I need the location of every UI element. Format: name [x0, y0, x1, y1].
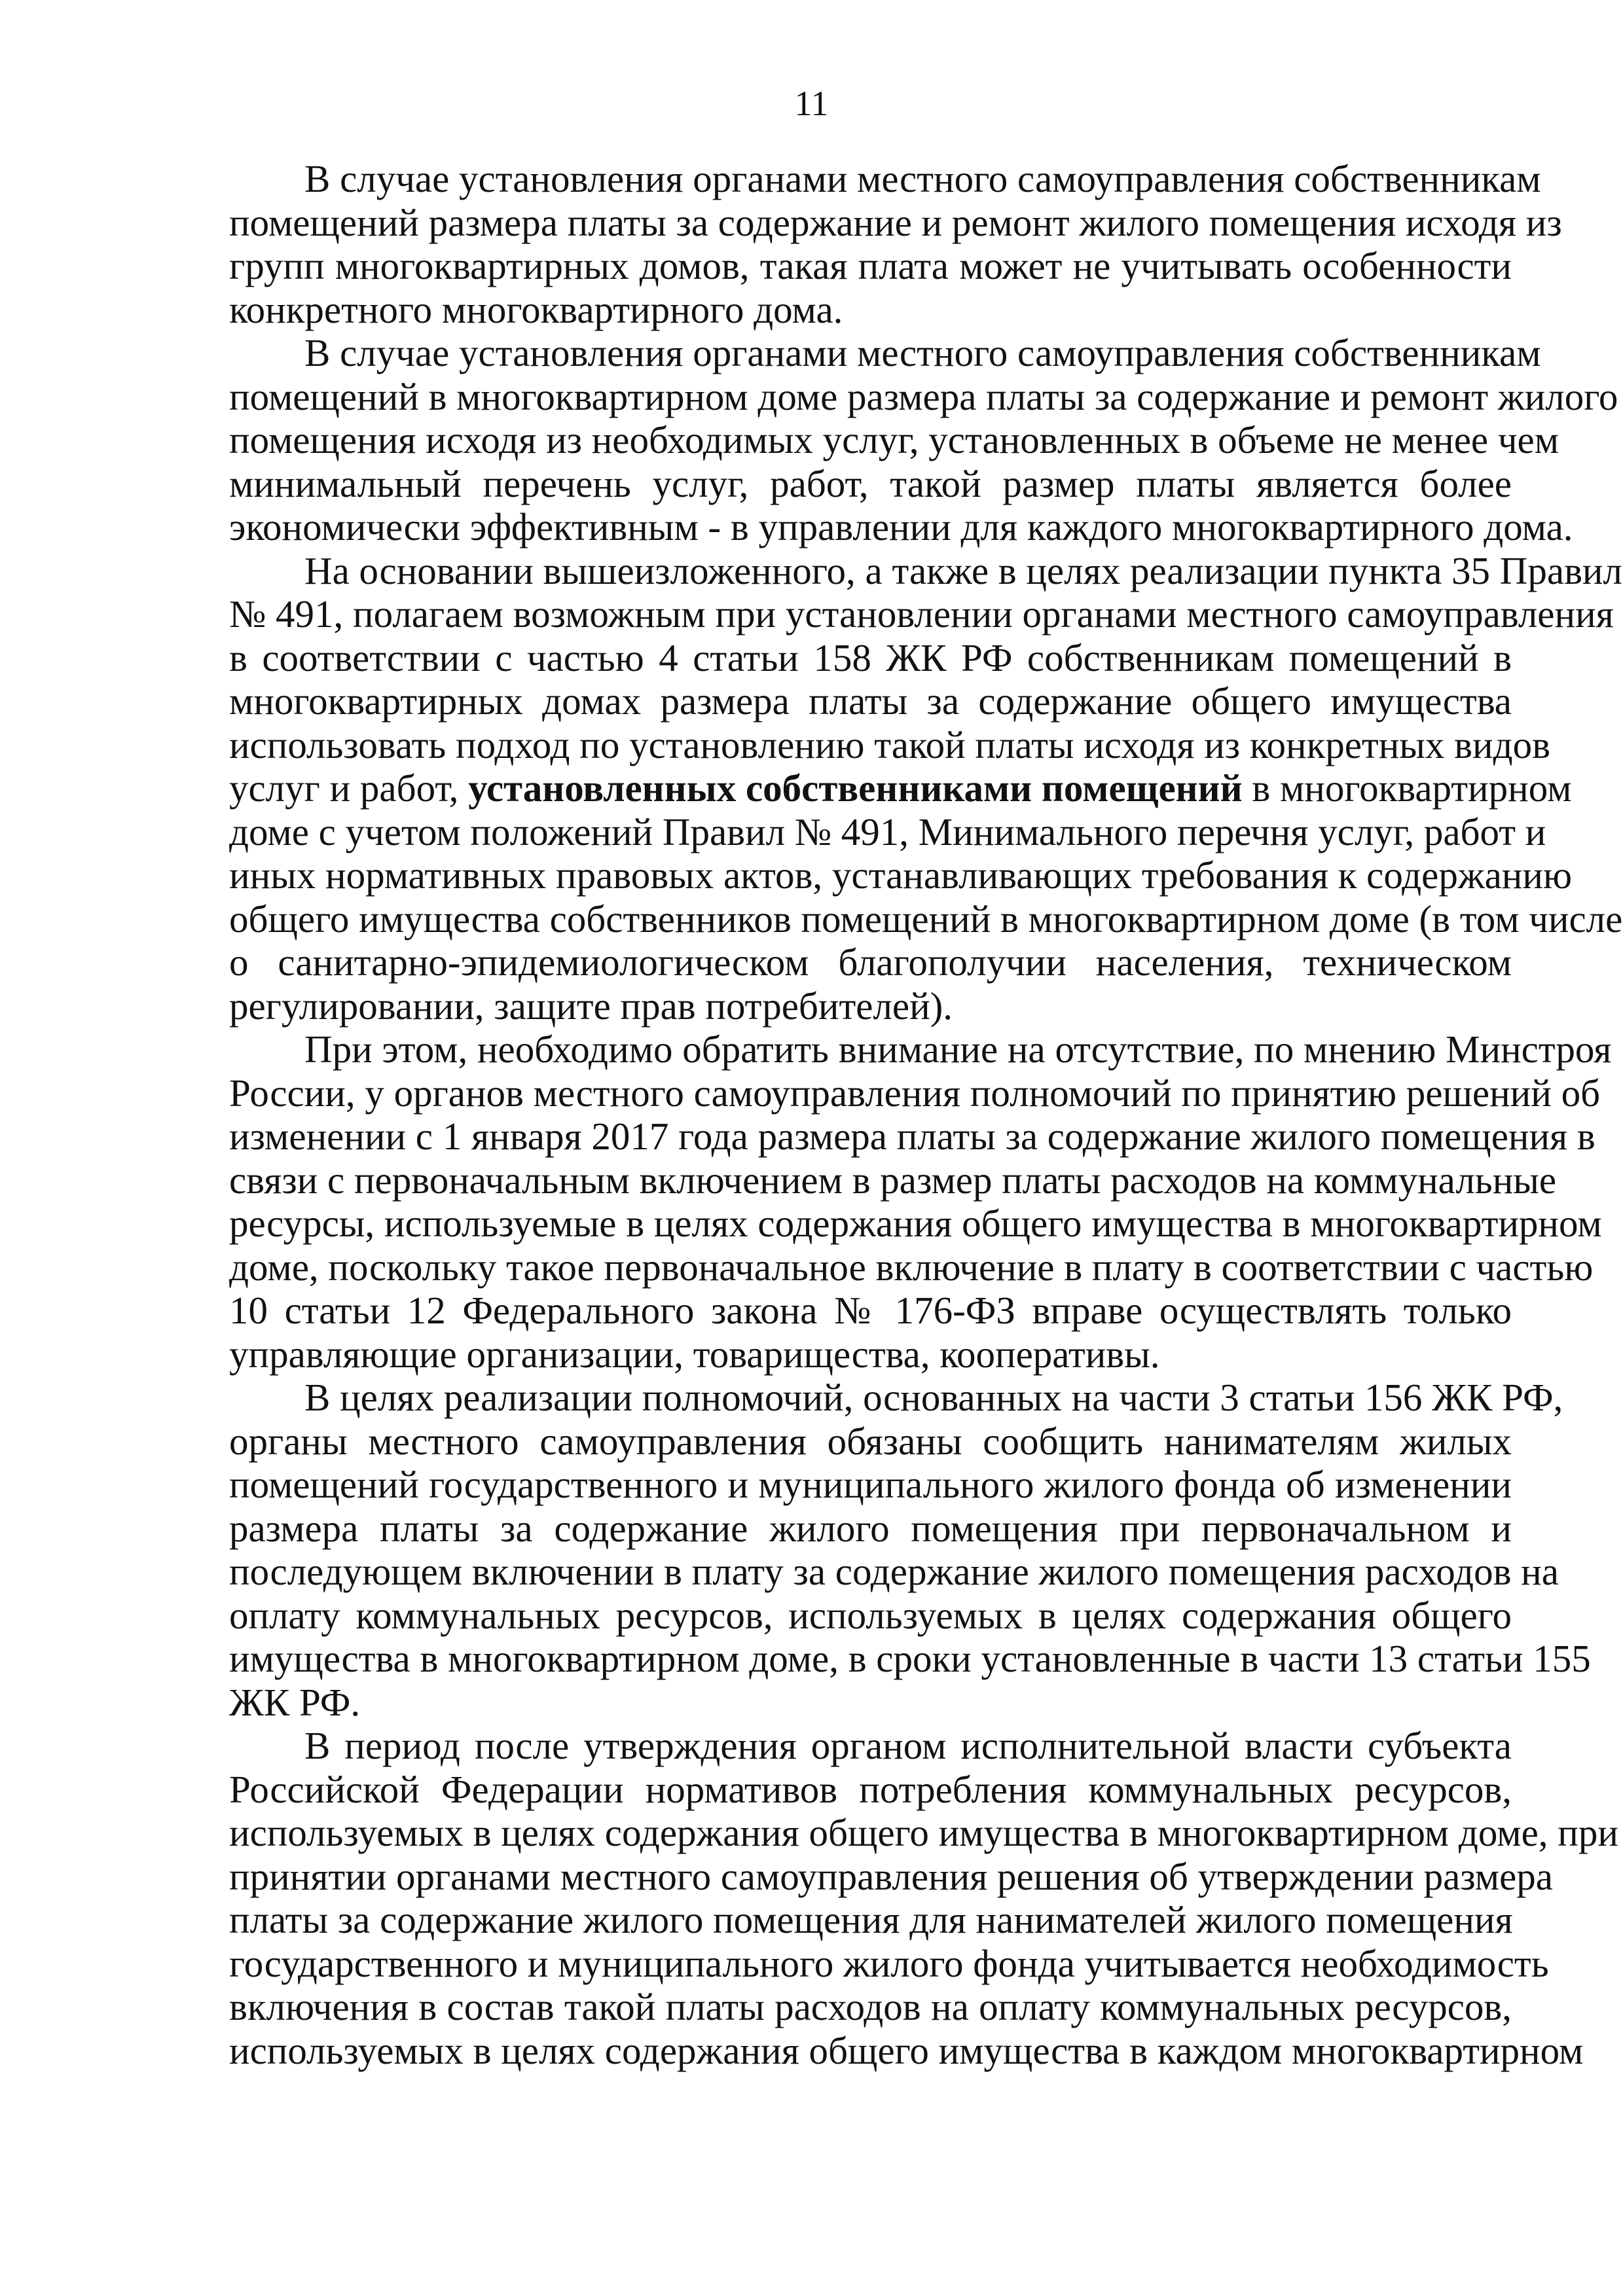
text-line: помещений размера платы за содержание и ремонт жилого помещения исходя из [229, 200, 1562, 244]
text-line: связи с первоначальным включением в размер платы расходов на коммунальные [229, 1158, 1557, 1202]
paragraph-4 [154, 1028, 1612, 1376]
text-line: В период после утверждения органом исполнительной власти субъекта [304, 1724, 1512, 1767]
text-line: последующем включении в плату за содержание жилого помещения расходов на [229, 1550, 1559, 1593]
text-line: государственного и муниципального жилого фонда учитывается необходимость [229, 1941, 1549, 1985]
paragraph-1 [154, 157, 1562, 331]
text-line: размера платы за содержание жилого помещения при первоначальном и [229, 1506, 1512, 1550]
text-line: России, у органов местного самоуправления полномочий по принятию решений об [229, 1071, 1601, 1115]
text-line: помещения исходя из необходимых услуг, установленных в объеме не менее чем [229, 418, 1559, 461]
text-line: доме с учетом положений Правил № 491, Минимального перечня услуг, работ и [229, 810, 1546, 853]
text-line: оплату коммунальных ресурсов, используемых в целях содержания общего [229, 1593, 1512, 1637]
text-line: Российской Федерации нормативов потребления коммунальных ресурсов, [229, 1767, 1512, 1811]
text-line: принятии органами местного самоуправления решения об утверждении размера [229, 1854, 1553, 1898]
text-line: В случае установления органами местного самоуправления собственникам [304, 157, 1541, 200]
text-line: органы местного самоуправления обязаны сообщить нанимателям жилых [229, 1419, 1512, 1463]
text-line: включения в состав такой платы расходов на оплату коммунальных ресурсов, [229, 1985, 1512, 2028]
text-line: регулировании, защите прав потребителей). [229, 984, 953, 1028]
text-line: многоквартирных домах размера платы за содержание общего имущества [229, 679, 1512, 723]
text-line: платы за содержание жилого помещения для нанимателей жилого помещения [229, 1898, 1513, 1941]
text-line: В целях реализации полномочий, основанных на части 3 статьи 156 ЖК РФ, [304, 1376, 1563, 1419]
text-line: помещений государственного и муниципального жилого фонда об изменении [229, 1463, 1512, 1506]
text-line: ЖК РФ. [229, 1680, 361, 1724]
text-line: При этом, необходимо обратить внимание на отсутствие, по мнению Минстроя [304, 1028, 1612, 1071]
text-line: в соответствии с частью 4 статьи 158 ЖК РФ собственникам помещений в [229, 636, 1512, 679]
text-line: использовать подход по установлению такой платы исходя из конкретных видов [229, 723, 1550, 766]
text-line: 10 статьи 12 Федерального закона № 176-ФЗ вправе осуществлять только [229, 1289, 1512, 1332]
text-line: групп многоквартирных домов, такая плата может не учитывать особенности [229, 244, 1512, 287]
paragraph-3 [154, 548, 1623, 1028]
text-line: № 491, полагаем возможным при установлении органами местного самоуправления [229, 592, 1614, 636]
text-line: используемых в целях содержания общего имущества в каждом многоквартирном [229, 2028, 1584, 2072]
text-line: общего имущества собственников помещений в многоквартирном доме (в том числе [229, 897, 1623, 941]
text-line: имущества в многоквартирном доме, в сроки установленные в части 13 статьи 155 [229, 1637, 1591, 1680]
paragraph-2 [154, 331, 1618, 549]
text-line: доме, поскольку такое первоначальное включение в плату в соответствии с частью [229, 1245, 1594, 1289]
text-line: экономически эффективным - в управлении для каждого многоквартирного дома. [229, 505, 1573, 548]
text-line: минимальный перечень услуг, работ, такой размер платы является более [229, 461, 1512, 505]
text-line: иных нормативных правовых актов, устанавливающих требования к содержанию [229, 853, 1573, 897]
paragraph-6 [154, 1724, 1618, 2072]
paragraph-5 [154, 1376, 1591, 1724]
text-line: помещений в многоквартирном доме размера платы за содержание и ремонт жилого [229, 374, 1618, 418]
bold-emphasis: установленных собственниками помещений [468, 766, 1243, 810]
text-line: На основании вышеизложенного, а также в целях реализации пункта 35 Правил [304, 548, 1622, 592]
text-line: о санитарно-эпидемиологическом благополучии населения, техническом [229, 941, 1512, 984]
text-line: изменении с 1 января 2017 года размера платы за содержание жилого помещения в [229, 1115, 1596, 1158]
text-line: ресурсы, используемые в целях содержания общего имущества в многоквартирном [229, 1202, 1602, 1245]
page-number: 11 [794, 84, 829, 123]
text-line: конкретного многоквартирного дома. [229, 287, 843, 331]
document-body [154, 157, 1623, 2072]
text-fragment: услуг и работ, [229, 766, 469, 810]
text-line: управляющие организации, товарищества, кооперативы. [229, 1332, 1160, 1376]
text-line-mixed [154, 766, 1572, 810]
text-fragment: в многоквартирном [1242, 766, 1572, 810]
text-line: используемых в целях содержания общего имущества в многоквартирном доме, при [229, 1811, 1618, 1854]
text-line: В случае установления органами местного самоуправления собственникам [304, 331, 1541, 374]
